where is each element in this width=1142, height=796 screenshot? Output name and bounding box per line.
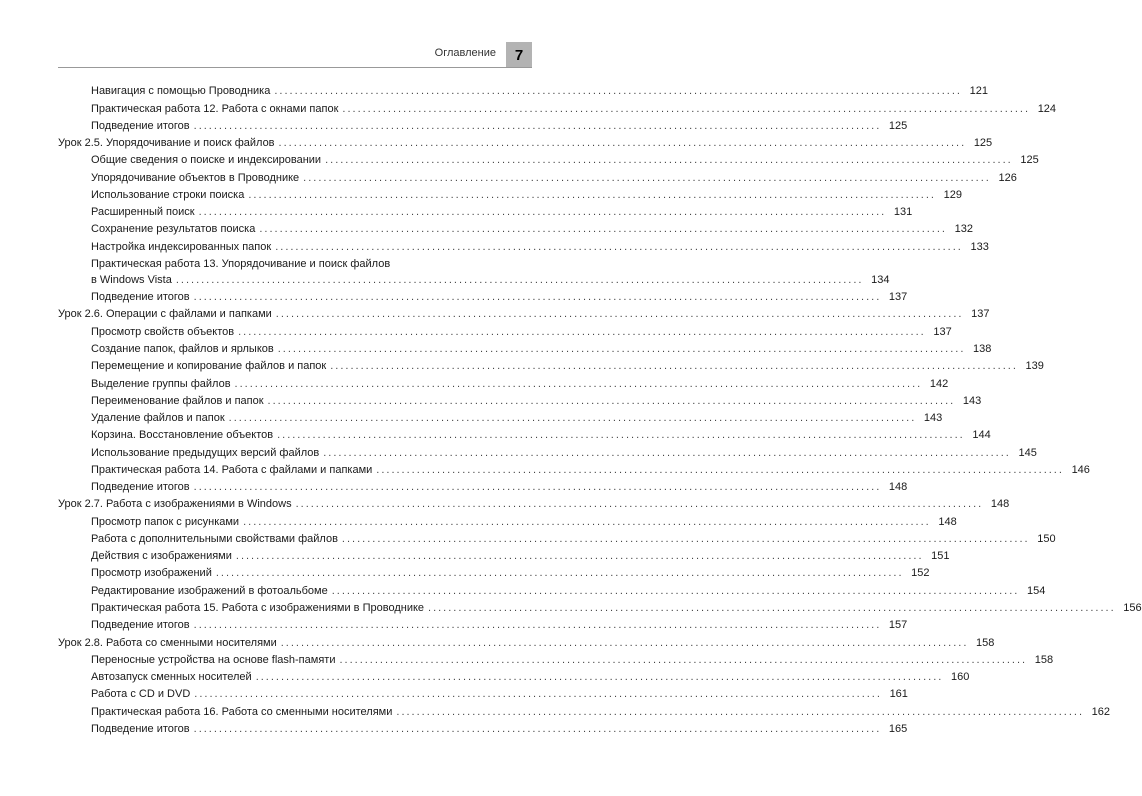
entry-separator: [58, 598, 502, 599]
entry-separator: [58, 116, 502, 117]
toc-page-number: 137: [971, 308, 990, 321]
toc-subentry[interactable]: [0, 393, 982, 409]
entry-separator: [58, 339, 502, 340]
toc-entry-title: Действия с изображениями: [91, 550, 232, 563]
toc-subentry[interactable]: [0, 256, 890, 288]
toc-entry-title: Общие сведения о поиске и индексировании: [91, 154, 322, 167]
page-number-box: 7: [506, 42, 532, 68]
toc-entry-title: Редактирование изображений в фотоальбоме: [91, 584, 328, 597]
toc-subentry[interactable]: [0, 462, 1090, 478]
toc-page-number: 150: [1037, 532, 1056, 545]
entry-separator: [58, 287, 502, 288]
dot-leader: ........................................................................................................................................: [198, 206, 887, 219]
dot-leader: ........................................................................................................................................: [235, 550, 924, 563]
toc-subentry[interactable]: [0, 548, 950, 564]
toc-entry-title: Просмотр свойств объектов: [91, 325, 235, 338]
dot-leader: ........................................................................................................................................: [248, 188, 936, 201]
toc-page-number: 142: [929, 377, 949, 390]
entry-separator: [58, 425, 502, 426]
toc-entry-title: Настройка индексированных папок: [91, 240, 272, 253]
dot-leader: ........................................................................................................................................: [295, 498, 984, 511]
toc-subentry[interactable]: [0, 324, 952, 340]
toc-page-number: 157: [888, 619, 908, 632]
entry-separator: [58, 98, 502, 99]
toc-entry-title: Практическая работа 12. Работа с окнами папок: [91, 102, 339, 115]
toc-page-number: 160: [950, 671, 970, 684]
entry-separator: [58, 133, 502, 134]
entry-separator: [58, 185, 502, 186]
toc-subentry[interactable]: [0, 600, 1142, 616]
toc-subentry[interactable]: [0, 204, 913, 220]
entry-separator: [58, 701, 502, 702]
toc-subentry[interactable]: [0, 617, 908, 633]
toc-subentry[interactable]: [0, 514, 957, 530]
dot-leader: ........................................................................................................................................: [339, 653, 1028, 666]
entry-separator: [58, 460, 502, 461]
toc-subentry[interactable]: [0, 152, 1039, 168]
toc-subentry[interactable]: [0, 289, 908, 305]
toc-page-number: 151: [931, 550, 950, 563]
entry-separator: [58, 236, 502, 237]
toc-subentry[interactable]: [0, 101, 1057, 117]
toc-subentry[interactable]: [0, 704, 1111, 720]
toc-entry-title: Подведение итогов: [91, 291, 190, 304]
toc-page-number: 137: [888, 291, 908, 304]
toc-page-number: 148: [888, 481, 908, 494]
toc-page-number: 129: [943, 188, 962, 201]
toc-page-number: 144: [972, 429, 991, 442]
toc-entry-title: Создание папок, файлов и ярлыков: [91, 342, 274, 355]
toc-page-number: 158: [976, 636, 995, 649]
toc-subentry[interactable]: [0, 686, 908, 702]
toc-entry-title: Урок 2.6. Операции с файлами и папками: [58, 308, 272, 321]
toc-entry-title: Расширенный поиск: [91, 206, 195, 219]
entry-separator: [58, 529, 502, 530]
toc-entry-title: Корзина. Восстановление объектов: [91, 429, 274, 442]
dot-leader: ........................................................................................................................................: [259, 223, 947, 236]
dot-leader: ........................................................................................................................................: [275, 308, 964, 321]
toc-subentry[interactable]: [0, 341, 992, 357]
toc-page-number: 165: [888, 722, 908, 735]
toc-entry-title: Навигация с помощью Проводника: [91, 85, 271, 98]
toc-page-number: 131: [893, 206, 913, 219]
toc-entry-title: Практическая работа 16. Работа со сменными носителями: [91, 705, 393, 718]
dot-leader: ........................................................................................................................................: [274, 85, 962, 98]
toc-subentry[interactable]: [0, 669, 970, 685]
toc-entry-title: Просмотр папок с рисунками: [91, 515, 240, 528]
toc-page-number: 156: [1123, 601, 1142, 614]
entry-separator: [58, 202, 502, 203]
entry-separator: [58, 321, 502, 322]
toc-entry-title: Автозапуск сменных носителей: [91, 671, 252, 684]
dot-leader: ........................................................................................................................................: [277, 342, 966, 355]
entry-separator: [58, 408, 502, 409]
toc-page-number: 152: [911, 567, 930, 580]
entry-separator: [58, 563, 502, 564]
toc-page-number: 138: [973, 342, 992, 355]
entry-separator: [58, 667, 502, 668]
dot-leader: ........................................................................................................................................: [228, 412, 917, 425]
entry-separator: [58, 511, 502, 512]
toc-entry-title: Урок 2.5. Упорядочивание и поиск файлов: [58, 137, 275, 150]
toc-entry-title-continued: в Windows Vista: [91, 273, 172, 286]
dot-leader: ........................................................................................................................................: [267, 394, 956, 407]
entry-separator: [58, 580, 502, 581]
toc-subentry[interactable]: [0, 427, 991, 443]
toc-page-number: 132: [954, 223, 973, 236]
dot-leader: ........................................................................................................................................: [193, 619, 882, 632]
dot-leader: ........................................................................................................................................: [342, 102, 1031, 115]
toc-entry-title: Использование предыдущих версий файлов: [91, 446, 320, 459]
toc-entry-title: Работа с CD и DVD: [91, 688, 191, 701]
dot-leader: ........................................................................................................................................: [275, 240, 963, 253]
dot-leader: ........................................................................................................................................: [278, 137, 967, 150]
toc-page-number: 133: [970, 240, 989, 253]
dot-leader: ........................................................................................................................................: [280, 636, 969, 649]
toc-lesson-entry[interactable]: [0, 135, 993, 151]
entry-separator: [58, 684, 502, 685]
dot-leader: ........................................................................................................................................: [243, 515, 931, 528]
toc-page-number: 161: [889, 688, 908, 701]
toc-subentry[interactable]: [0, 652, 1054, 668]
toc-page-number: 139: [1025, 360, 1044, 373]
toc-page-number: 143: [923, 412, 943, 425]
entry-separator: [58, 719, 502, 720]
toc-entry-title: Выделение группы файлов: [91, 377, 231, 390]
toc-subentry[interactable]: [0, 479, 908, 495]
dot-leader: ........................................................................................................................................: [341, 532, 1030, 545]
toc-page-number: 162: [1091, 705, 1111, 718]
toc-page-number: 121: [969, 85, 988, 98]
dot-leader: ........................................................................................................................................: [325, 154, 1013, 167]
toc-page-number: 148: [938, 515, 957, 528]
dot-leader: ........................................................................................................................................: [428, 601, 1116, 614]
header-rule: [58, 67, 532, 68]
toc-entry-title: Использование строки поиска: [91, 188, 245, 201]
entry-separator: [58, 650, 502, 651]
toc-page-number: 134: [871, 273, 890, 286]
running-header: [0, 42, 560, 68]
dot-leader: ........................................................................................................................................: [215, 567, 904, 580]
toc-entry-title: Практическая работа 14. Работа с файлами и папками: [91, 463, 373, 476]
toc-lesson-entry[interactable]: [0, 496, 1010, 512]
toc-entry-title: Работа с дополнительными свойствами файлов: [91, 532, 338, 545]
toc-entry-title: Сохранение результатов поиска: [91, 223, 256, 236]
toc-page-number: 124: [1037, 102, 1057, 115]
dot-leader: ........................................................................................................................................: [396, 705, 1085, 718]
toc-subentry[interactable]: [0, 239, 989, 255]
toc-page-number: 137: [933, 325, 952, 338]
toc-subentry[interactable]: [0, 118, 908, 134]
toc-lesson-entry[interactable]: [0, 306, 990, 322]
toc-entry-title: Переносные устройства на основе flash-памяти: [91, 653, 336, 666]
toc-lesson-entry[interactable]: [0, 635, 995, 651]
toc-subentry[interactable]: [0, 83, 988, 99]
toc-entry-title: Подведение итогов: [91, 481, 190, 494]
toc-subentry[interactable]: [0, 583, 1046, 599]
entry-separator: [58, 150, 502, 151]
toc-entry-title: Подведение итогов: [91, 619, 190, 632]
dot-leader: ........................................................................................................................................: [193, 119, 882, 132]
toc-page-number: 146: [1071, 463, 1090, 476]
toc-entry-title: Урок 2.7. Работа с изображениями в Windows: [58, 498, 292, 511]
dot-leader: ........................................................................................................................................: [376, 463, 1064, 476]
toc-subentry[interactable]: [0, 531, 1056, 547]
entry-separator: [58, 494, 502, 495]
toc-subentry[interactable]: [0, 376, 949, 392]
toc-subentry[interactable]: [0, 221, 973, 237]
toc-subentry[interactable]: [0, 410, 943, 426]
entry-separator: [58, 736, 502, 737]
entry-separator: [58, 254, 502, 255]
toc-page-number: 125: [888, 119, 908, 132]
toc-subentry[interactable]: [0, 565, 930, 581]
toc-entry-title: Практическая работа 13. Упорядочивание и поиск файлов: [91, 257, 391, 270]
table-of-contents: [0, 82, 1142, 737]
toc-entry-title: Подведение итогов: [91, 119, 190, 132]
toc-entry-title: Просмотр изображений: [91, 567, 212, 580]
dot-leader: ........................................................................................................................................: [175, 273, 864, 286]
toc-page-number: 125: [1020, 154, 1039, 167]
toc-page-number: 126: [998, 171, 1017, 184]
toc-page-number: 145: [1018, 446, 1037, 459]
toc-page-number: 125: [973, 137, 993, 150]
toc-entry-title: Переименование файлов и папок: [91, 394, 264, 407]
dot-leader: ........................................................................................................................................: [323, 446, 1011, 459]
entry-separator: [58, 546, 502, 547]
toc-subentry[interactable]: [0, 445, 1037, 461]
toc-entry-title: Урок 2.8. Работа со сменными носителями: [58, 636, 277, 649]
dot-leader: ........................................................................................................................................: [193, 722, 882, 735]
toc-subentry[interactable]: [0, 721, 908, 737]
toc-page-number: 143: [962, 394, 982, 407]
dot-leader: ........................................................................................................................................: [303, 171, 991, 184]
dot-leader: ........................................................................................................................................: [234, 377, 923, 390]
dot-leader: ........................................................................................................................................: [330, 360, 1018, 373]
entry-separator: [58, 373, 502, 374]
toc-page-number: 148: [990, 498, 1010, 511]
entry-separator: [58, 632, 502, 633]
toc-subentry[interactable]: [0, 187, 962, 203]
dot-leader: ........................................................................................................................................: [331, 584, 1020, 597]
toc-entry-title: Перемещение и копирование файлов и папок: [91, 360, 327, 373]
dot-leader: ........................................................................................................................................: [238, 325, 926, 338]
dot-leader: ........................................................................................................................................: [193, 291, 882, 304]
entry-separator: [58, 304, 502, 305]
entry-separator: [58, 219, 502, 220]
dot-leader: ........................................................................................................................................: [193, 481, 882, 494]
dot-leader: ........................................................................................................................................: [194, 688, 882, 701]
entry-separator: [58, 356, 502, 357]
toc-entry-title: Упорядочивание объектов в Проводнике: [91, 171, 300, 184]
toc-page-number: 154: [1026, 584, 1046, 597]
toc-entry-title: Удаление файлов и папок: [91, 412, 225, 425]
entry-separator: [58, 442, 502, 443]
toc-entry-title: Практическая работа 15. Работа с изображениями в Проводнике: [91, 601, 425, 614]
dot-leader: ........................................................................................................................................: [255, 671, 944, 684]
toc-page-number: 158: [1034, 653, 1054, 666]
running-header-title: Оглавление: [434, 47, 496, 59]
entry-separator: [58, 477, 502, 478]
entry-separator: [58, 167, 502, 168]
dot-leader: ........................................................................................................................................: [277, 429, 965, 442]
toc-entry-title: Подведение итогов: [91, 722, 190, 735]
entry-separator: [58, 391, 502, 392]
toc-subentry[interactable]: [0, 358, 1044, 374]
toc-subentry[interactable]: [0, 170, 1017, 186]
entry-separator: [58, 615, 502, 616]
